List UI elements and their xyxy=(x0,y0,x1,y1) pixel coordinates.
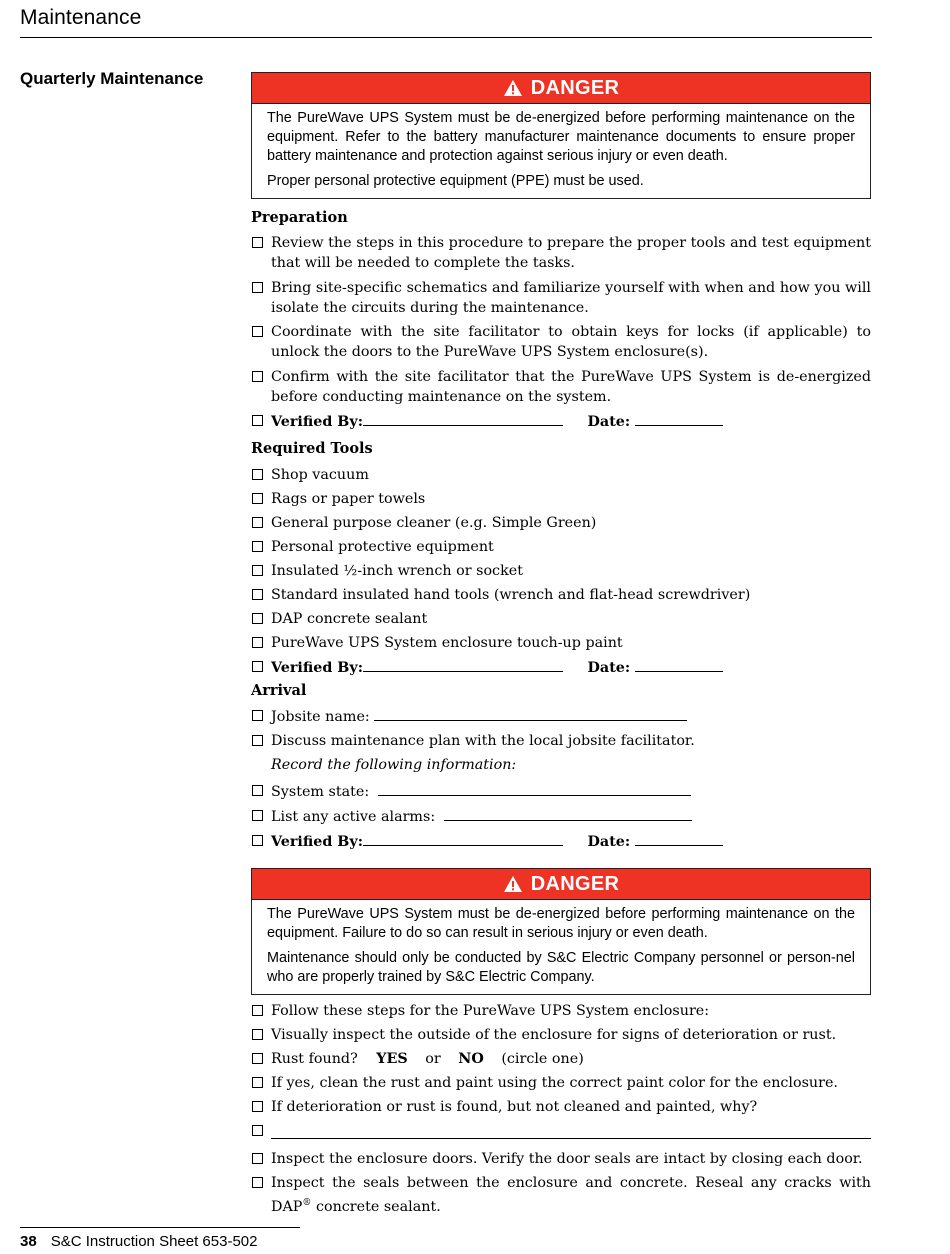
checklist-item: Follow these steps for the PureWave UPS System enclosure: xyxy=(251,1001,871,1021)
verified-signature-line[interactable] xyxy=(363,657,563,672)
jobsite-label: Jobsite name: xyxy=(271,709,370,725)
danger-text: Maintenance should only be conducted by S&C Electric Company personnel or person-nel who are properly trained by S&C Electric Company. xyxy=(267,950,855,985)
header-rule xyxy=(20,37,872,38)
checkbox[interactable] xyxy=(252,1153,263,1164)
checkbox[interactable] xyxy=(252,282,263,293)
checklist-item xyxy=(251,706,871,727)
checklist-item: Rags or paper towels xyxy=(251,489,871,509)
registered-mark: ® xyxy=(302,1198,312,1208)
date-label: Date: xyxy=(587,414,631,430)
checklist-item: Inspect the seals between the enclosure and concrete. Reseal any cracks with DAP® concrete sealant. xyxy=(251,1173,871,1217)
checklist-item: DAP concrete sealant xyxy=(251,609,871,629)
checklist-item: Discuss maintenance plan with the local jobsite facilitator. xyxy=(251,731,871,751)
date-line[interactable] xyxy=(635,657,723,672)
checkbox[interactable] xyxy=(252,1177,263,1188)
danger-label: DANGER xyxy=(530,76,620,99)
checkbox[interactable] xyxy=(252,1077,263,1088)
checkbox[interactable] xyxy=(252,589,263,600)
rust-question-row xyxy=(251,1049,871,1069)
checkbox[interactable] xyxy=(252,415,263,426)
date-line[interactable] xyxy=(635,831,723,846)
danger-header xyxy=(252,73,870,104)
checklist-item: PureWave UPS System enclosure touch-up paint xyxy=(251,633,871,653)
checklist-item: Coordinate with the site facilitator to obtain keys for locks (if applicable) to unlock the doors to the PureWave UPS System enclosure(s). xyxy=(251,322,871,362)
verified-row xyxy=(251,657,871,678)
danger-text: The PureWave UPS System must be de-energized before performing maintenance on the equipment. Refer to the battery manufacturer maintenance documents to ensure proper battery maintenance and protection against serious injury or even death. xyxy=(267,110,855,164)
page-section-title: Maintenance xyxy=(20,6,142,29)
verified-signature-line[interactable] xyxy=(363,411,563,426)
checkbox[interactable] xyxy=(252,326,263,337)
preparation-heading: Preparation xyxy=(251,209,348,226)
checklist-item: General purpose cleaner (e.g. Simple Green) xyxy=(251,513,871,533)
date-label: Date: xyxy=(587,660,631,676)
system-state-label: System state: xyxy=(271,784,370,800)
checkbox[interactable] xyxy=(252,661,263,672)
side-heading: Quarterly Maintenance xyxy=(20,69,204,88)
checklist-item: If deterioration or rust is found, but not cleaned and painted, why? xyxy=(251,1097,871,1117)
enclosure-list xyxy=(251,1001,871,1217)
checkbox[interactable] xyxy=(252,517,263,528)
warning-triangle-icon xyxy=(503,79,523,97)
checkbox[interactable] xyxy=(252,541,263,552)
date-line[interactable] xyxy=(635,411,723,426)
warning-triangle-icon xyxy=(503,875,523,893)
checkbox[interactable] xyxy=(252,637,263,648)
checklist-item: Bring site-specific schematics and familiarize yourself with when and how you will isolate the circuits during the maintenance. xyxy=(251,278,871,318)
checkbox[interactable] xyxy=(252,1005,263,1016)
checklist-item: Confirm with the site facilitator that the PureWave UPS System is de-energized before conducting maintenance on the system. xyxy=(251,367,871,407)
checkbox[interactable] xyxy=(252,493,263,504)
checklist-item xyxy=(251,781,871,802)
danger-text: The PureWave UPS System must be de-energized before performing maintenance on the equipment. Failure to do so can result in serious injury or even death. xyxy=(267,906,855,941)
yes-option[interactable]: YES xyxy=(376,1051,408,1067)
danger-header xyxy=(252,869,870,900)
or-text: or xyxy=(425,1051,441,1067)
checklist-item: If yes, clean the rust and paint using the correct paint color for the enclosure. xyxy=(251,1073,871,1093)
checkbox[interactable] xyxy=(252,565,263,576)
danger-text: Proper personal protective equipment (PPE) must be used. xyxy=(267,173,644,189)
danger-body xyxy=(252,900,870,994)
verified-row xyxy=(251,831,871,852)
checkbox[interactable] xyxy=(252,710,263,721)
checkbox[interactable] xyxy=(252,371,263,382)
checkbox[interactable] xyxy=(252,1125,263,1136)
checklist-item: Personal protective equipment xyxy=(251,537,871,557)
checklist-item: Review the steps in this procedure to prepare the proper tools and test equipment that will be needed to complete the tasks. xyxy=(251,233,871,273)
danger-box-1 xyxy=(251,72,871,199)
checklist-item xyxy=(251,1121,871,1145)
document-name: S&C Instruction Sheet 653-502 xyxy=(50,1233,258,1250)
danger-box-2 xyxy=(251,868,871,995)
record-instruction: Record the following information: xyxy=(271,757,517,773)
checklist-item xyxy=(251,806,871,827)
arrival-heading: Arrival xyxy=(251,682,307,699)
checkbox[interactable] xyxy=(252,785,263,796)
no-option[interactable]: NO xyxy=(458,1051,484,1067)
checkbox[interactable] xyxy=(252,1053,263,1064)
alarms-line[interactable] xyxy=(444,806,692,821)
system-state-line[interactable] xyxy=(378,781,691,796)
verified-row xyxy=(251,411,871,432)
reason-line[interactable] xyxy=(271,1121,871,1139)
checkbox[interactable] xyxy=(252,1029,263,1040)
date-label: Date: xyxy=(587,834,631,850)
danger-label: DANGER xyxy=(530,872,620,895)
arrival-list xyxy=(251,706,871,751)
circle-instruction: (circle one) xyxy=(501,1051,584,1067)
checkbox[interactable] xyxy=(252,613,263,624)
footer xyxy=(20,1233,257,1250)
checkbox[interactable] xyxy=(252,735,263,746)
checkbox[interactable] xyxy=(252,469,263,480)
jobsite-line[interactable] xyxy=(374,706,687,721)
alarms-label: List any active alarms: xyxy=(271,809,436,825)
checklist-item: Inspect the enclosure doors. Verify the door seals are intact by closing each door. xyxy=(251,1149,871,1169)
checklist-item: Standard insulated hand tools (wrench and flat-head screwdriver) xyxy=(251,585,871,605)
checkbox[interactable] xyxy=(252,810,263,821)
danger-body xyxy=(252,104,870,198)
rust-question: Rust found? xyxy=(271,1051,358,1067)
tools-list xyxy=(251,465,871,678)
checkbox[interactable] xyxy=(252,835,263,846)
verified-signature-line[interactable] xyxy=(363,831,563,846)
main-content xyxy=(251,72,871,1217)
checklist-item: Insulated ½-inch wrench or socket xyxy=(251,561,871,581)
footer-rule xyxy=(20,1227,300,1228)
checklist-item: Visually inspect the outside of the enclosure for signs of deterioration or rust. xyxy=(251,1025,871,1045)
tools-heading: Required Tools xyxy=(251,440,373,457)
verified-label: Verified By: xyxy=(271,660,363,676)
preparation-list xyxy=(251,233,871,432)
verified-label: Verified By: xyxy=(271,414,363,430)
checkbox[interactable] xyxy=(252,1101,263,1112)
checklist-item: Shop vacuum xyxy=(251,465,871,485)
page-number: 38 xyxy=(20,1233,37,1250)
verified-label: Verified By: xyxy=(271,834,363,850)
arrival-record-list xyxy=(251,781,871,852)
checkbox[interactable] xyxy=(252,237,263,248)
